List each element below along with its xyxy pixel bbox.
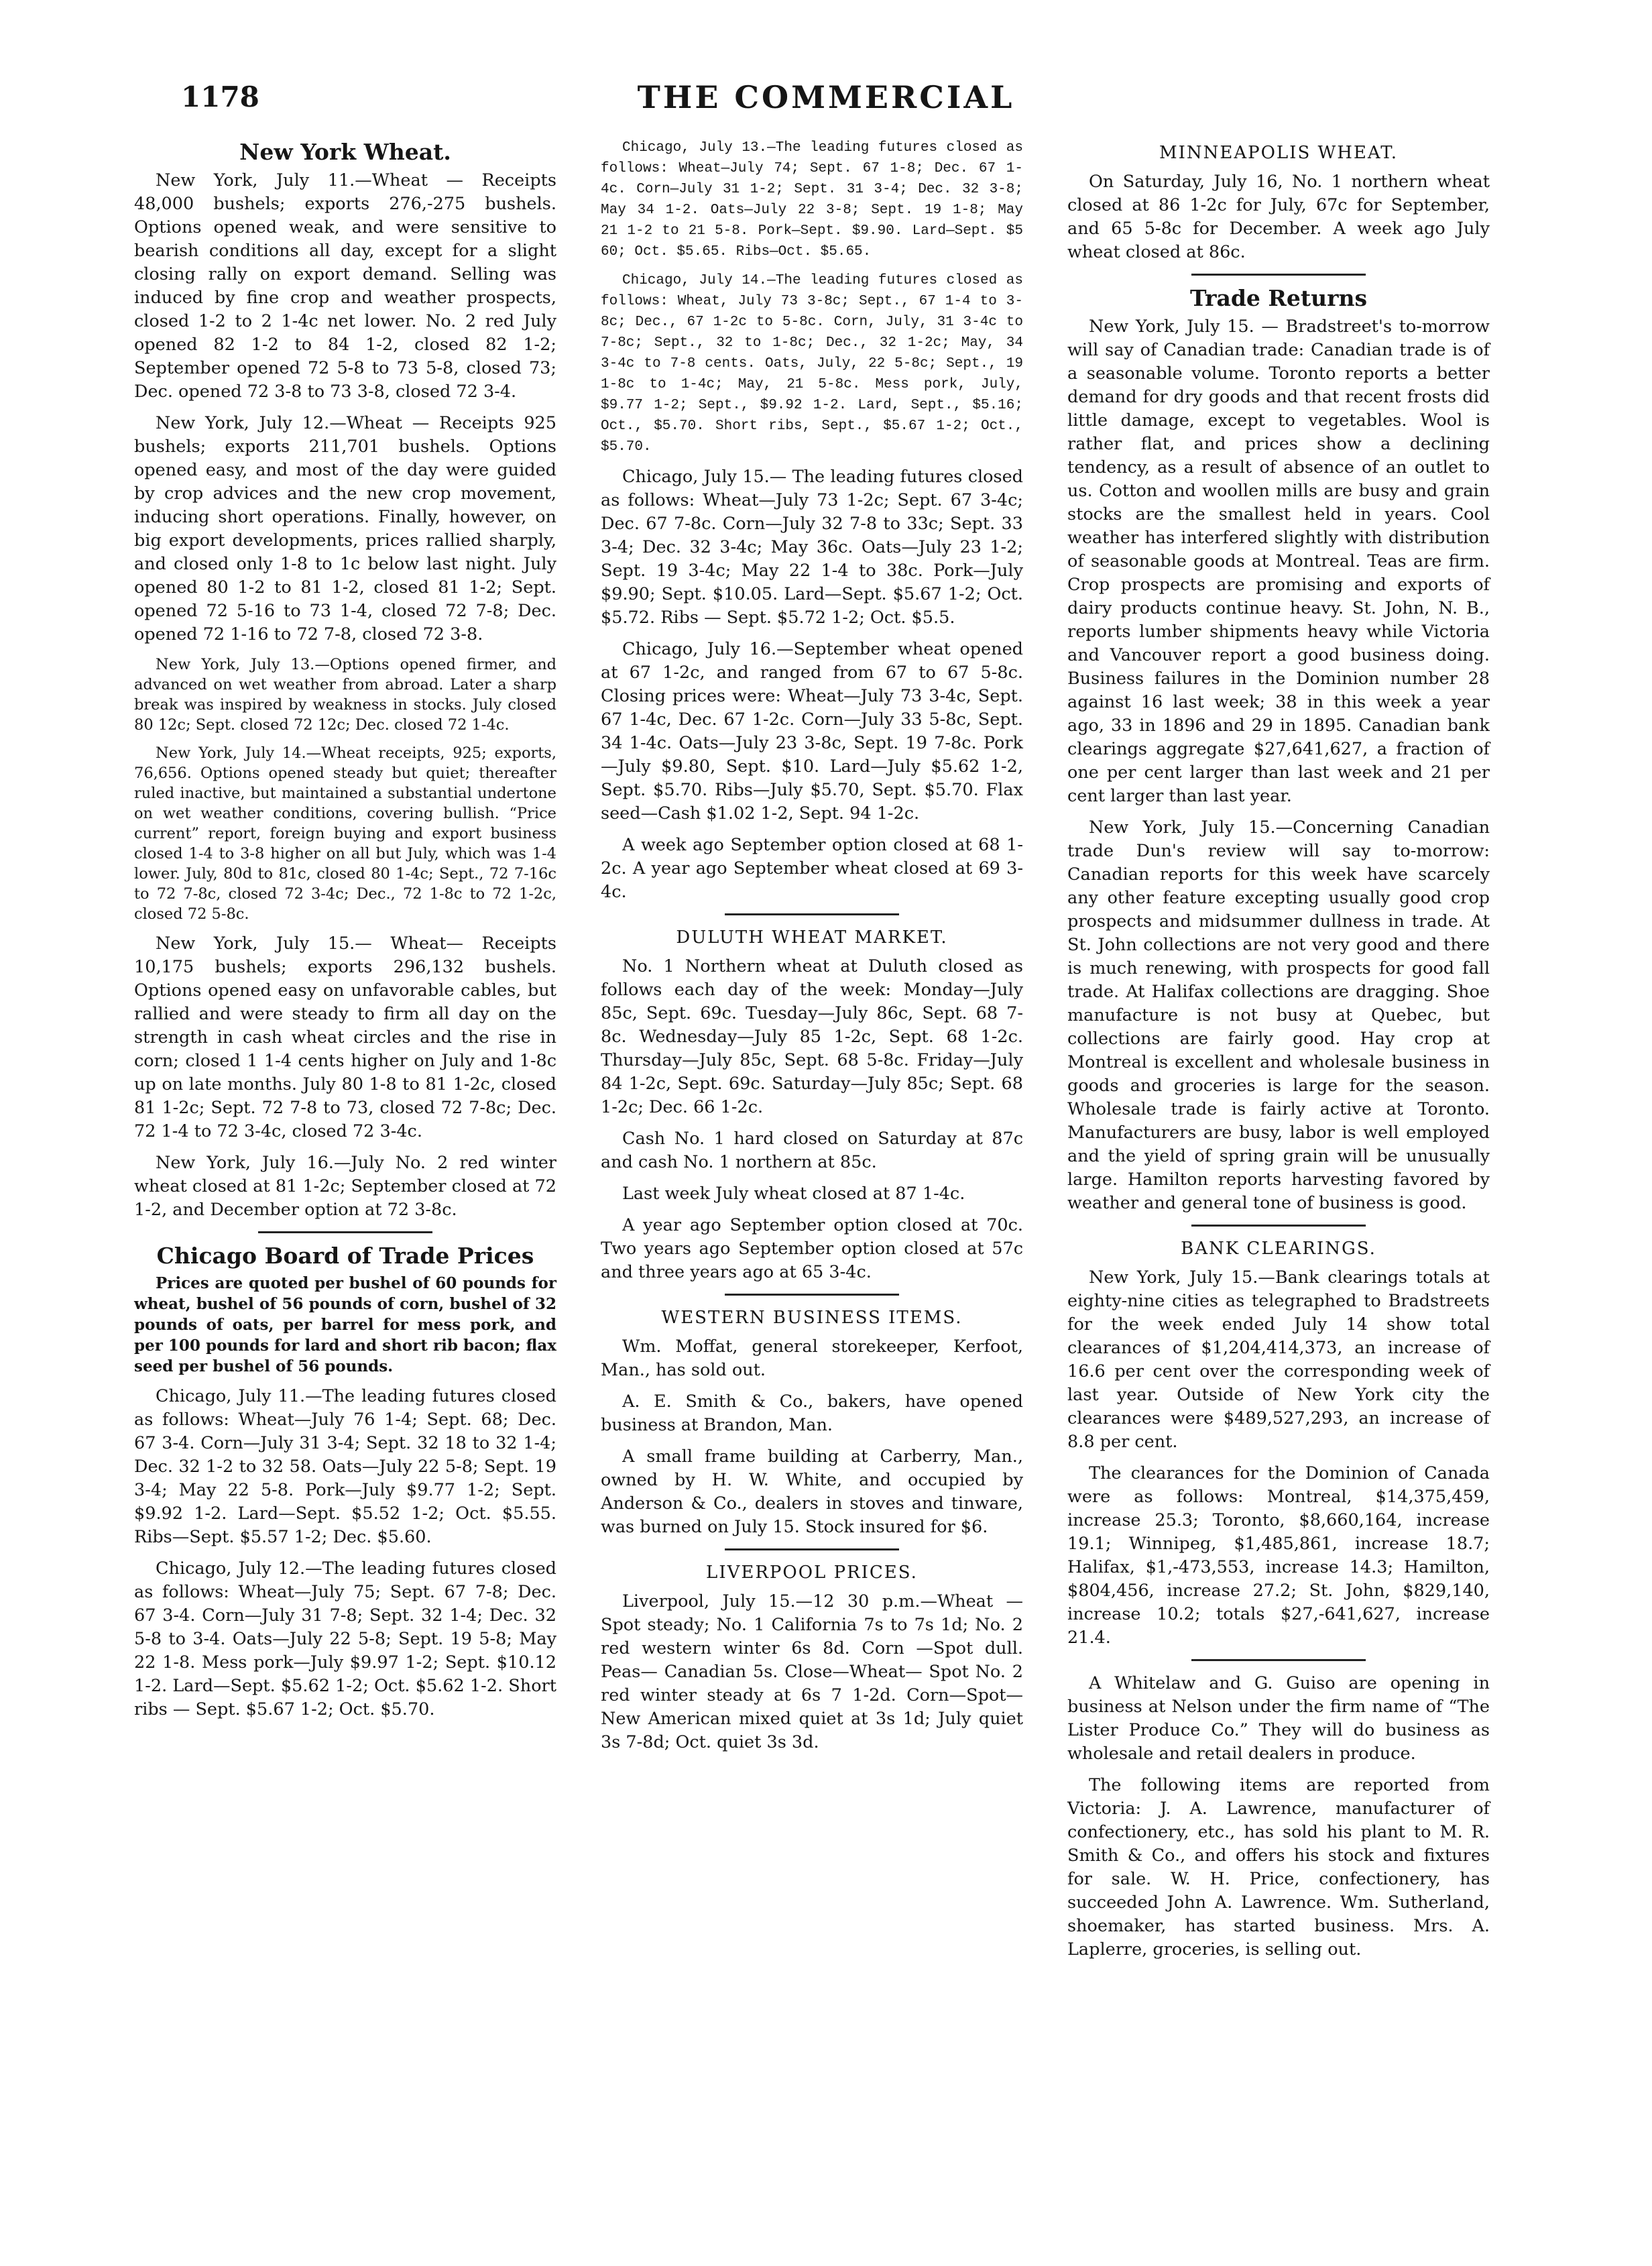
trade-bradstreets: New York, July 15. — Bradstreet's to-morrow will say of Canadian trade: Canadian trade is of a seasonable volume. Toronto reports a better demand for dry goods and that recent frosts did little damage, except to vegetables. Wool is rather flat, and prices show a declining tendency, as a result of absence of an outlet to us. Cotton and woollen mills are busy and grain stocks are the smallest held in years. Cool weather has interfered slightly with distribution of seasonable goods at Montreal. Teas are firm. Crop prospects are promising and exports of dairy products continue heavy. St. John, N. B., reports lumber shipments heavy while Victoria and Vancouver report a good business doing. Business failures in the Dominion number 28 against 16 last week; 38 in this week a year ago, 33 in 1896 and 29 in 1895. Canadian bank clearings aggregate $27,641,627, a fraction of one per cent larger than last week and 21 per cent larger than last year. bbox=[1067, 317, 1490, 806]
column-2 bbox=[601, 137, 1023, 1762]
heading-new-york-wheat: New York Wheat. bbox=[239, 139, 451, 165]
heading-duluth-wheat: DULUTH WHEAT MARKET. bbox=[676, 927, 948, 948]
column-rule bbox=[725, 1548, 899, 1550]
duluth-year-ago: A year ago September option closed at 70c. Two years ago September option closed at 57c and three years ago at 65 3-4c. bbox=[601, 1215, 1023, 1282]
ny-wheat-july-15: New York, July 15.— Wheat— Receipts 10,175 bushels; exports 296,132 bushels. Options opened easy on unfavorable cables, but rallied and were steady to firm all day on the strength in cash wheat circles and the rise in corn; closed 1 1-4 cents higher on July and 1-8c up on late months. July 80 1-8 to 81 1-2c, closed 81 1-2c; Sept. 72 7-8 to 73, closed 72 7-8c; Dec. 72 1-4 to 72 3-4c, closed 72 3-4c. bbox=[134, 933, 556, 1141]
heading-minneapolis-wheat: MINNEAPOLIS WHEAT. bbox=[1159, 143, 1399, 163]
trade-duns-review: New York, July 15.—Concerning Canadian trade Dun's review will say to-morrow: Canadian reports for this week have scarcely any other feature excepting usually good crop prospects and midsummer dullness in trade. At St. John collections are not very good and there is much renewing, with prospects for good fall trade. At Halifax collections are dragging. Shoe manufacture is not busy at Quebec, but collections are fairly good. Hay crop at Montreal is excellent and wholesale business in goods and groceries is large for the season. Wholesale trade is fairly active at Toronto. Manufacturers are busy, labor is well employed and the yield of spring grain will be unusually large. Hamilton reports harvesting favored by weather and general tone of business is good. bbox=[1067, 817, 1490, 1213]
heading-western-business: WESTERN BUSINESS ITEMS. bbox=[661, 1308, 963, 1328]
chicago-july-14: Chicago, July 14.—The leading futures closed as follows: Wheat, July 73 3-8c; Sept., 67 1-4 to 3-8c; Dec., 67 1-2c to 5-8c. Corn, July, 31 3-4c to 7-8c; Sept., 32 to 1-8c; Dec., 32 1-2c; May, 34 3-4c to 7-8 cents. Oats, July, 22 5-8c; Sept., 19 1-8c to 1-4c; May, 21 5-8c. Mess pork, July, $9.77 1-2; Sept., $9.92 1-2. Lard, Sept., $5.16; Oct., $5.70. Short ribs, Sept., $5.67 1-2; Oct., $5.70. bbox=[601, 273, 1023, 455]
column-rule bbox=[725, 1294, 899, 1296]
column-rule bbox=[258, 1231, 432, 1233]
column-1 bbox=[134, 137, 556, 1730]
bank-clearings-canada: The clearances for the Dominion of Canada were as follows: Montreal, $14,375,459, increase 25.3; Toronto, $8,660,164, increase 19.1; Winnipeg, $1,485,861, increase 18.7; Halifax, $1,-473,553, increase 14.3; Hamilton, $804,456, increase 27.2; St. John, $829,140, increase 10.2; totals $27,-641,627, increase 21.4. bbox=[1067, 1463, 1490, 1648]
duluth-weekly: No. 1 Northern wheat at Duluth closed as follows each day of the week: Monday—July 85c, Sept. 69c. Tuesday—July 86c, Sept. 68 7-8c. Wednesday—July 85 1-2c, Sept. 68 1-2c. Thursday—July 85c, Sept. 68 5-8c. Friday—July 84 1-2c, Sept. 69c. Saturday—July 85c; Sept. 68 1-2c; Dec. 66 1-2c. bbox=[601, 956, 1023, 1117]
heading-chicago-board: Chicago Board of Trade Prices bbox=[156, 1243, 534, 1269]
chicago-price-note: Prices are quoted per bushel of 60 pounds for wheat, bushel of 56 pounds of corn, bushel of 32 pounds of oats, per barrel for mess pork, and per 100 pounds for lard and short rib bacon; flax seed per bushel of 56 pounds. bbox=[134, 1274, 556, 1375]
liverpool-prices: Liverpool, July 15.—12 30 p.m.—Wheat —Spot steady; No. 1 California 7s to 7s 1d; No. 2 red western winter 6s 8d. Corn —Spot dull. Peas— Canadian 5s. Close—Wheat— Spot No. 2 red winter steady at 6s 7 1-2d. Corn—Spot—New American mixed quiet at 3s 1d; July quiet 3s 7-8d; Oct. quiet 3s 3d. bbox=[601, 1591, 1023, 1752]
ny-wheat-july-11: New York, July 11.—Wheat — Receipts 48,000 bushels; exports 276,-275 bushels. Options opened weak, and were sensitive to bearish conditions all day, except for a slight closing rally on export demand. Selling was induced by fine crop and weather prospects, closed 1-2 to 2 1-4c net lower. No. 2 red July opened 82 1-2 to 84 1-2, closed 82 1-2; September opened 72 5-8 to 73 5-8, closed 73; Dec. opened 72 3-8 to 73 3-8, closed 72 3-4. bbox=[134, 170, 556, 402]
duluth-last-week: Last week July wheat closed at 87 1-4c. bbox=[622, 1184, 965, 1204]
column-rule bbox=[1191, 274, 1366, 276]
heading-trade-returns: Trade Returns bbox=[1189, 285, 1368, 311]
chicago-july-12: Chicago, July 12.—The leading futures closed as follows: Wheat—July 75; Sept. 67 7-8; Dec. 67 3-4. Corn—July 31 7-8; Sept. 32 1-4; Dec. 32 5-8 to 3-4. Oats—July 22 5-8; Sept. 19 5-8; May 22 1-8. Mess pork—July $9.97 1-2; Sept. $10.12 1-2. Lard—Sept. $5.62 1-2; Oct. $5.62 1-2. Short ribs — Sept. $5.67 1-2; Oct. $5.70. bbox=[134, 1559, 556, 1719]
chicago-july-15: Chicago, July 15.— The leading futures closed as follows: Wheat—July 73 1-2c; Sept. 67 3-4c; Dec. 67 7-8c. Corn—July 32 7-8 to 33c; Sept. 33 3-4; Dec. 32 3-4c; May 36c. Oats—July 23 1-2; Sept. 19 3-4c; May 22 1-4 to 38c. Pork—July $9.90; Sept. $10.05. Lard—Sept. $5.67 1-2; Oct. $5.72. Ribs — Sept. $5.72 1-2; Oct. $5.5. bbox=[601, 467, 1023, 628]
item-victoria-reports: The following items are reported from Victoria: J. A. Lawrence, manufacturer of confectionery, etc., has sold his plant to M. R. Smith & Co., and offers his stock and fixtures for sale. W. H. Price, confectionery, has succeeded John A. Lawrence. Wm. Sutherland, shoemaker, has started business. Mrs. A. Laplerre, groceries, is selling out. bbox=[1067, 1775, 1490, 1960]
chicago-july-13: Chicago, July 13.—The leading futures closed as follows: Wheat—July 74; Sept. 67 1-8; Dec. 67 1-4c. Corn—July 31 1-2; Sept. 31 3-4; Dec. 32 3-8; May 34 1-2. Oats—July 22 3-8; Sept. 19 1-8; May 21 1-2 to 21 5-8. Pork—Sept. $9.90. Lard—Sept. $5 60; Oct. $5.65. Ribs—Oct. $5.65. bbox=[601, 140, 1023, 260]
western-item-carberry: A small frame building at Carberry, Man., owned by H. W. White, and occupied by Anderson & Co., dealers in stoves and tinware, was burned on July 15. Stock insured for $6. bbox=[601, 1447, 1023, 1537]
chicago-july-16: Chicago, July 16.—September wheat opened at 67 1-2c, and ranged from 67 to 67 5-8c. Closing prices were: Wheat—July 73 3-4c, Sept. 67 1-4c, Dec. 67 1-2c. Corn—July 33 5-8c, Sept. 34 1-4c. Oats—July 23 3-8c, Sept. 19 7-8c. Pork—July $9.80, Sept. $10. Lard—July $5.62 1-2, Sept. $5.70. Ribs—July $5.70, Sept. $5.70. Flax seed—Cash $1.02 1-2, Sept. 94 1-2c. bbox=[601, 639, 1023, 824]
western-item-moffat: Wm. Moffat, general storekeeper, Kerfoot, Man., has sold out. bbox=[601, 1337, 1023, 1380]
page-number: 1178 bbox=[181, 80, 259, 113]
western-item-smith: A. E. Smith & Co., bakers, have opened business at Brandon, Man. bbox=[601, 1392, 1023, 1435]
chicago-week-ago: A week ago September option closed at 68 1-2c. A year ago September wheat closed at 69 3-4c. bbox=[601, 835, 1023, 902]
masthead-title: THE COMMERCIAL bbox=[637, 79, 1015, 115]
ny-wheat-july-16: New York, July 16.—July No. 2 red winter wheat closed at 81 1-2c; September closed at 72 1-2, and December option at 72 3-8c. bbox=[134, 1153, 556, 1220]
heading-bank-clearings: BANK CLEARINGS. bbox=[1181, 1239, 1376, 1259]
item-lister-produce: A Whitelaw and G. Guiso are opening in business at Nelson under the firm name of “The Lister Produce Co.” They will do business as wholesale and retail dealers in produce. bbox=[1067, 1673, 1490, 1764]
column-rule bbox=[1191, 1659, 1366, 1661]
ny-wheat-july-12: New York, July 12.—Wheat — Receipts 925 bushels; exports 211,701 bushels. Options opened easy, and most of the day were guided by crop advices and the new crop movement, inducing short operations. Finally, however, on big export developments, prices rallied sharply, and closed only 1-8 to 1c below last night. July opened 80 1-2 to 81 1-2, closed 81 1-2; Sept. opened 72 5-16 to 73 1-4, closed 72 7-8; Dec. opened 72 1-16 to 72 7-8, closed 72 3-8. bbox=[134, 413, 556, 644]
bank-clearings-us: New York, July 15.—Bank clearings totals at eighty-nine cities as telegraphed to Bradstreets for the week ended July 14 show total clearances of $1,204,414,373, an increase of 16.6 per cent over the corresponding week of last year. Outside of New York city the clearances were $489,527,293, an increase of 8.8 per cent. bbox=[1067, 1267, 1490, 1452]
column-3 bbox=[1067, 137, 1490, 1970]
column-rule bbox=[1191, 1225, 1366, 1227]
chicago-july-11: Chicago, July 11.—The leading futures closed as follows: Wheat—July 76 1-4; Sept. 68; Dec. 67 3-4. Corn—July 31 3-4; Sept. 32 18 to 32 1-4; Dec. 32 1-2 to 32 58. Oats—July 22 5-8; Sept. 19 3-4; May 22 5-8. Pork—July $9.77 1-2; Sept. $9.92 1-2. Lard—Sept. $5.52 1-2; Oct. $5.55. Ribs—Sept. $5.57 1-2; Dec. $5.60. bbox=[134, 1386, 556, 1547]
minneapolis-saturday: On Saturday, July 16, No. 1 northern wheat closed at 86 1-2c for July, 67c for September, and 65 5-8c for December. A week ago July wheat closed at 86c. bbox=[1067, 172, 1490, 262]
column-rule bbox=[725, 913, 899, 915]
duluth-cash: Cash No. 1 hard closed on Saturday at 87c and cash No. 1 northern at 85c. bbox=[601, 1129, 1023, 1172]
ny-wheat-july-14: New York, July 14.—Wheat receipts, 925; exports, 76,656. Options opened steady but quiet; thereafter ruled inactive, but maintained a substantial undertone on wet weather conditions, covering bullish. “Price current” report, foreign buying and export business closed 1-4 to 3-8 higher on all but July, which was 1-4 lower. July, 80d to 81c, closed 80 1-4c; Sept., 72 7-16c to 72 7-8c, closed 72 3-4c; Dec., 72 1-8c to 72 1-2c, closed 72 5-8c. bbox=[134, 744, 556, 923]
ny-wheat-july-13: New York, July 13.—Options opened firmer, and advanced on wet weather from abroad. Later a sharp break was inspired by weakness in stocks. July closed 80 12c; Sept. closed 72 12c; Dec. closed 72 1-4c. bbox=[134, 656, 556, 734]
heading-liverpool-prices: LIVERPOOL PRICES. bbox=[706, 1563, 918, 1583]
